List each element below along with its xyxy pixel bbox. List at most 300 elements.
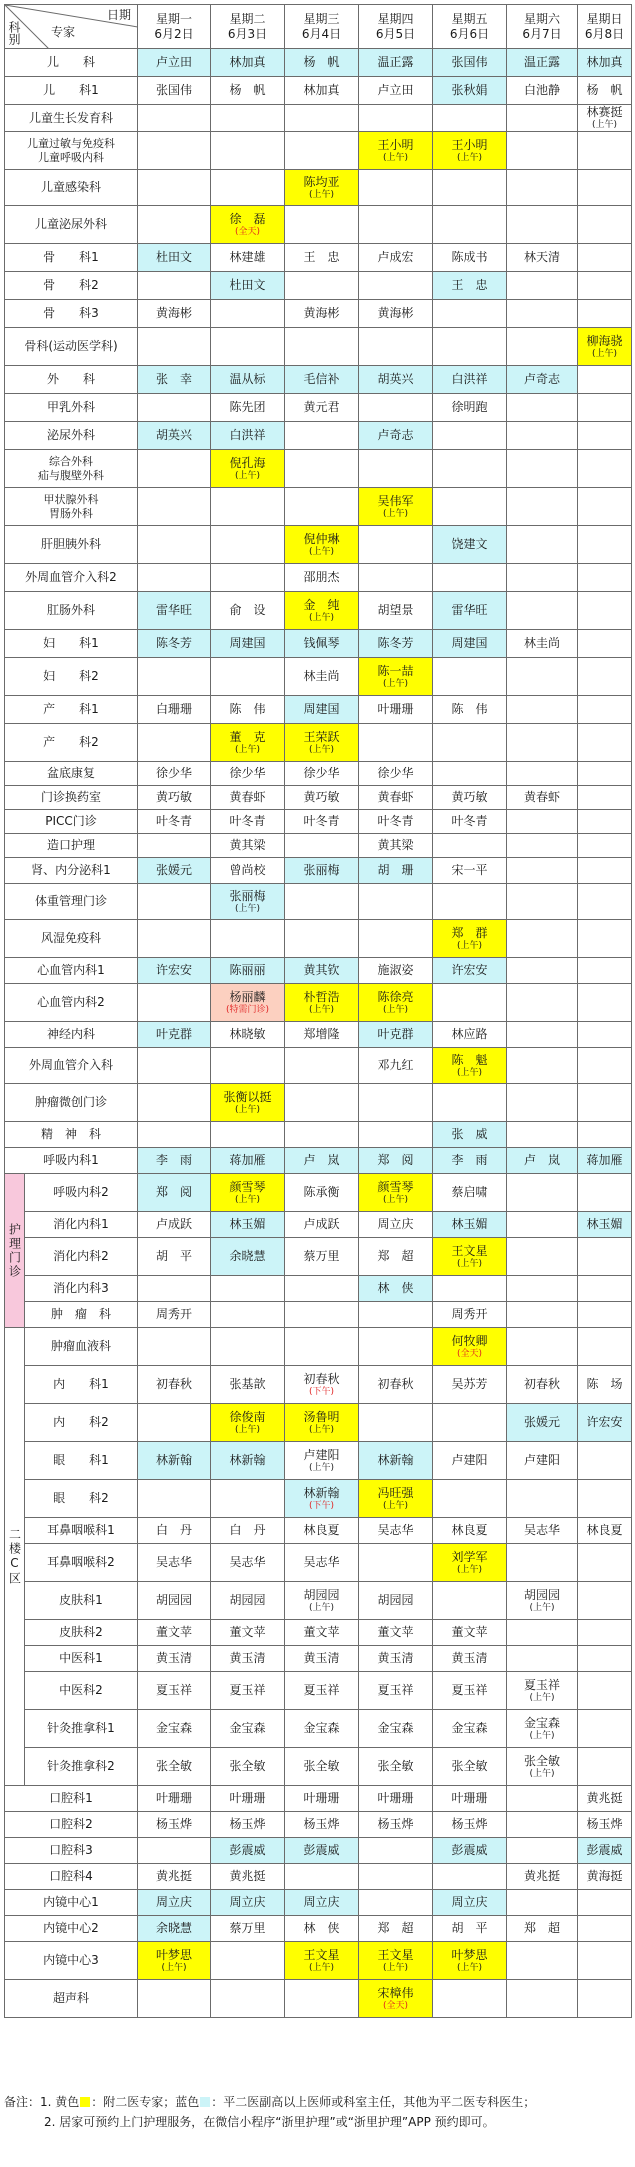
dept-name-line: 外 科 — [46, 372, 95, 386]
schedule-cell — [433, 858, 507, 884]
dept-row — [5, 564, 632, 592]
doctor-name: 卢奇志 — [523, 372, 560, 386]
schedule-cell — [359, 49, 433, 77]
dept-row — [5, 810, 632, 834]
schedule-cell — [285, 786, 359, 810]
dept-row — [5, 762, 632, 786]
schedule-cell — [359, 1442, 433, 1480]
doctor-name: 叶冬青 — [377, 814, 414, 828]
schedule-cell — [578, 1710, 632, 1748]
session-note: (上午) — [234, 1104, 261, 1115]
group-label: 护理门诊 — [5, 1174, 25, 1328]
doctor-name: 王小明 — [377, 137, 414, 152]
schedule-cell — [138, 132, 211, 170]
schedule-cell — [359, 206, 433, 244]
schedule-cell — [211, 1122, 285, 1148]
schedule-cell — [359, 394, 433, 422]
blue-swatch — [200, 2097, 210, 2107]
doctor-name: 夏玉祥 — [303, 1683, 340, 1697]
doctor-name: 白 丹 — [155, 1523, 192, 1537]
day-week-label: 星期五 — [451, 11, 488, 26]
schedule-cell — [433, 49, 507, 77]
dept-row — [5, 724, 632, 762]
schedule-cell — [285, 300, 359, 328]
schedule-cell — [138, 1212, 211, 1238]
dept-name — [25, 1672, 138, 1710]
doctor-name: 陈冬芳 — [377, 636, 414, 650]
doctor-name: 杨玉烨 — [155, 1817, 192, 1831]
session-note: (上午) — [456, 152, 483, 163]
doctor-name: 陈均亚 — [303, 174, 340, 189]
doctor-name: 颜雪琴 — [229, 1179, 266, 1194]
schedule-cell — [138, 170, 211, 206]
doctor-name: 王小明 — [451, 137, 488, 152]
schedule-cell — [285, 394, 359, 422]
dept-name-line: 儿童呼吸内科 — [38, 150, 104, 164]
doctor-name: 冯旺强 — [377, 1485, 414, 1500]
schedule-cell — [578, 786, 632, 810]
schedule-cell — [211, 422, 285, 450]
schedule-cell — [138, 810, 211, 834]
schedule-cell — [285, 244, 359, 272]
dept-name — [5, 526, 138, 564]
schedule-cell — [138, 394, 211, 422]
schedule-cell — [138, 1238, 211, 1276]
session-note: (上午) — [308, 546, 335, 557]
dept-name — [5, 1786, 138, 1812]
schedule-cell — [211, 1238, 285, 1276]
schedule-cell — [138, 1838, 211, 1864]
schedule-cell — [138, 300, 211, 328]
doctor-name: 黄其梁 — [229, 838, 266, 852]
doctor-name: 黄兆挺 — [586, 1791, 623, 1805]
schedule-cell — [359, 1302, 433, 1328]
schedule-cell — [507, 1812, 578, 1838]
schedule-cell — [285, 1442, 359, 1480]
day-header-6 — [507, 5, 578, 49]
dept-name-line: 中医科1 — [59, 1651, 103, 1665]
doctor-name: 温正露 — [377, 55, 414, 69]
schedule-cell — [211, 1646, 285, 1672]
dept-name-line: 盆底康复 — [46, 766, 95, 780]
dept-name — [25, 1328, 138, 1366]
schedule-cell — [507, 1748, 578, 1786]
day-header-7 — [578, 5, 632, 49]
doctor-name: 黄玉清 — [155, 1651, 192, 1665]
doctor-name: 徐少华 — [303, 766, 340, 780]
doctor-name: 叶克群 — [155, 1027, 192, 1041]
doctor-name: 董文苹 — [377, 1625, 414, 1639]
schedule-cell — [578, 1646, 632, 1672]
schedule-cell — [138, 1302, 211, 1328]
dept-name-line: 风湿免疫科 — [40, 931, 101, 945]
schedule-cell — [138, 1710, 211, 1748]
schedule-cell — [507, 1212, 578, 1238]
doctor-name: 徐明跑 — [451, 400, 488, 414]
schedule-cell — [211, 488, 285, 526]
dept-name-line: 针灸推拿科2 — [47, 1759, 115, 1773]
schedule-cell — [578, 1022, 632, 1048]
dept-name — [5, 1148, 138, 1174]
dept-row — [5, 1122, 632, 1148]
dept-name — [25, 1212, 138, 1238]
corner-expert-label: 专家 — [51, 25, 76, 39]
schedule-cell — [578, 1544, 632, 1582]
dept-name — [5, 564, 138, 592]
schedule-cell — [359, 1276, 433, 1302]
doctor-name: 金宝森 — [155, 1721, 192, 1735]
schedule-cell — [285, 1942, 359, 1980]
doctor-schedule-table — [4, 4, 632, 2018]
schedule-cell — [211, 1544, 285, 1582]
doctor-name: 卢建阳 — [451, 1453, 488, 1467]
schedule-cell — [507, 1148, 578, 1174]
schedule-cell — [433, 920, 507, 958]
dept-name — [25, 1366, 138, 1404]
schedule-cell — [578, 1748, 632, 1786]
doctor-name: 黄巧敏 — [303, 790, 340, 804]
schedule-cell — [359, 1404, 433, 1442]
schedule-cell — [138, 1328, 211, 1366]
doctor-name: 林 侠 — [303, 1921, 340, 1935]
dept-row — [5, 592, 632, 630]
schedule-cell — [433, 630, 507, 658]
doctor-name: 徐俊南 — [229, 1409, 266, 1424]
schedule-cell — [507, 170, 578, 206]
schedule-cell — [285, 272, 359, 300]
doctor-name: 卢立田 — [377, 83, 414, 97]
doctor-name: 朴哲浩 — [303, 989, 340, 1004]
schedule-cell — [433, 1122, 507, 1148]
schedule-cell — [285, 810, 359, 834]
dept-name-line: 肛肠外科 — [46, 603, 95, 617]
doctor-name: 夏玉祥 — [155, 1683, 192, 1697]
dept-name — [25, 1748, 138, 1786]
schedule-cell — [507, 1890, 578, 1916]
schedule-cell — [507, 394, 578, 422]
day-header-4 — [359, 5, 433, 49]
schedule-cell — [507, 1084, 578, 1122]
doctor-name: 倪孔海 — [229, 455, 266, 470]
dept-row — [5, 1518, 632, 1544]
schedule-cell — [578, 1122, 632, 1148]
schedule-cell — [211, 366, 285, 394]
schedule-cell — [285, 1582, 359, 1620]
schedule-cell — [211, 450, 285, 488]
schedule-cell — [433, 1544, 507, 1582]
doctor-name: 董文苹 — [155, 1625, 192, 1639]
schedule-cell — [433, 1480, 507, 1518]
doctor-name: 黄春虾 — [377, 790, 414, 804]
dept-row — [5, 1544, 632, 1582]
session-note: (全天) — [456, 1348, 483, 1359]
schedule-cell — [359, 244, 433, 272]
dept-name-line: 儿童生长发育科 — [28, 110, 113, 125]
schedule-cell — [285, 1838, 359, 1864]
schedule-cell — [507, 786, 578, 810]
doctor-name: 黄兆挺 — [523, 1869, 560, 1883]
dept-name — [5, 170, 138, 206]
schedule-cell — [285, 206, 359, 244]
doctor-name: 许宏安 — [155, 963, 192, 977]
schedule-cell — [359, 1864, 433, 1890]
schedule-cell — [138, 366, 211, 394]
doctor-name: 吴志华 — [523, 1523, 560, 1537]
doctor-name: 陈成书 — [451, 250, 488, 264]
day-week-label: 星期四 — [377, 11, 414, 26]
schedule-cell — [211, 1786, 285, 1812]
dept-name — [5, 1048, 138, 1084]
schedule-cell — [433, 564, 507, 592]
schedule-cell — [507, 244, 578, 272]
schedule-cell — [359, 762, 433, 786]
schedule-cell — [433, 958, 507, 984]
schedule-cell — [138, 488, 211, 526]
doctor-name: 陈 伟 — [229, 702, 266, 716]
dept-name-line: 口腔科3 — [49, 1843, 93, 1857]
footer-line-1 — [4, 2092, 624, 2112]
schedule-cell — [359, 1048, 433, 1084]
doctor-name: 周立庆 — [155, 1895, 192, 1909]
doctor-name: 张国伟 — [155, 83, 192, 97]
schedule-cell — [138, 1442, 211, 1480]
doctor-name: 林良夏 — [586, 1523, 623, 1537]
doctor-name: 初春秋 — [303, 1371, 340, 1386]
session-note: (下午) — [308, 1500, 335, 1511]
schedule-cell — [138, 206, 211, 244]
doctor-name: 蔡启啸 — [451, 1185, 488, 1199]
schedule-cell — [578, 834, 632, 858]
schedule-wrapper — [4, 4, 631, 2163]
dept-name — [25, 1518, 138, 1544]
dept-name-line: 内镜中心2 — [43, 1921, 99, 1935]
doctor-name: 胡园园 — [229, 1593, 266, 1607]
dept-name — [5, 884, 138, 920]
dept-row — [5, 1480, 632, 1518]
doctor-name: 郑 超 — [377, 1921, 414, 1935]
schedule-cell — [138, 1646, 211, 1672]
dept-name — [5, 1864, 138, 1890]
schedule-cell — [507, 1646, 578, 1672]
schedule-cell — [507, 1582, 578, 1620]
doctor-name: 温从标 — [229, 372, 266, 386]
schedule-cell — [359, 1518, 433, 1544]
doctor-name: 初春秋 — [377, 1377, 414, 1391]
schedule-cell — [359, 1812, 433, 1838]
schedule-cell — [138, 858, 211, 884]
dept-row — [5, 170, 632, 206]
schedule-cell — [578, 77, 632, 105]
schedule-cell — [359, 170, 433, 206]
schedule-cell — [433, 1366, 507, 1404]
dept-name-line: 心血管内科1 — [37, 963, 105, 977]
schedule-cell — [507, 1048, 578, 1084]
schedule-cell — [359, 105, 433, 132]
schedule-cell — [507, 526, 578, 564]
schedule-cell — [285, 49, 359, 77]
schedule-cell — [285, 1916, 359, 1942]
dept-name — [5, 394, 138, 422]
doctor-name: 张全敏 — [155, 1759, 192, 1773]
schedule-cell — [285, 1812, 359, 1838]
dept-name-line: 精 神 科 — [40, 1127, 101, 1141]
day-date-label: 6月3日 — [227, 26, 268, 41]
schedule-cell — [433, 1710, 507, 1748]
schedule-cell — [359, 1212, 433, 1238]
schedule-cell — [507, 958, 578, 984]
doctor-name: 叶珊珊 — [451, 1791, 488, 1805]
schedule-cell — [578, 1864, 632, 1890]
dept-name — [25, 1276, 138, 1302]
dept-row — [5, 132, 632, 170]
schedule-cell — [578, 206, 632, 244]
dept-name — [5, 1980, 138, 2018]
dept-row — [5, 49, 632, 77]
doctor-name: 卢成跃 — [155, 1217, 192, 1231]
doctor-name: 徐 磊 — [229, 211, 266, 226]
schedule-cell — [359, 422, 433, 450]
schedule-cell — [507, 1366, 578, 1404]
doctor-name: 金宝森 — [229, 1721, 266, 1735]
schedule-cell — [211, 1890, 285, 1916]
schedule-cell — [211, 170, 285, 206]
schedule-cell — [285, 1672, 359, 1710]
schedule-cell — [285, 77, 359, 105]
schedule-cell — [578, 1404, 632, 1442]
dept-row — [5, 1890, 632, 1916]
footer-note-rest: ：平二医副高以上医师或科室主任，其他为平二医专科医生； — [211, 2095, 536, 2109]
doctor-name: 白珊珊 — [155, 702, 192, 716]
dept-name-line: 口腔科4 — [49, 1869, 93, 1883]
doctor-name: 徐少华 — [229, 766, 266, 780]
header-row — [5, 5, 632, 49]
schedule-cell — [359, 1786, 433, 1812]
schedule-cell — [138, 1404, 211, 1442]
doctor-name: 胡望景 — [377, 603, 414, 617]
doctor-name: 林应路 — [451, 1027, 488, 1041]
session-note: (上午) — [234, 903, 261, 914]
dept-row — [5, 1084, 632, 1122]
doctor-name: 郑 超 — [523, 1921, 560, 1935]
schedule-cell — [578, 244, 632, 272]
session-note: (上午) — [308, 1962, 335, 1973]
schedule-cell — [359, 77, 433, 105]
doctor-name: 黄海彬 — [377, 306, 414, 320]
doctor-name: 黄巧敏 — [451, 790, 488, 804]
schedule-cell — [578, 1238, 632, 1276]
dept-name — [5, 658, 138, 696]
schedule-cell — [578, 564, 632, 592]
schedule-cell — [507, 810, 578, 834]
schedule-cell — [433, 450, 507, 488]
dept-name-line: 骨 科1 — [43, 250, 99, 264]
schedule-cell — [211, 920, 285, 958]
doctor-name: 卢奇志 — [377, 428, 414, 442]
dept-name-line: 胃肠外科 — [49, 506, 93, 520]
doctor-name: 陈冬芳 — [155, 636, 192, 650]
schedule-cell — [578, 920, 632, 958]
schedule-cell — [507, 1022, 578, 1048]
dept-row — [5, 1404, 632, 1442]
schedule-cell — [507, 984, 578, 1022]
schedule-cell — [211, 1710, 285, 1748]
schedule-cell — [359, 366, 433, 394]
schedule-cell — [433, 1646, 507, 1672]
doctor-name: 黄其钦 — [303, 963, 340, 977]
doctor-name: 许宏安 — [451, 963, 488, 977]
schedule-cell — [359, 1174, 433, 1212]
doctor-name: 夏玉祥 — [451, 1683, 488, 1697]
dept-name — [5, 1890, 138, 1916]
doctor-name: 曾尚校 — [229, 863, 266, 877]
schedule-cell — [211, 1582, 285, 1620]
schedule-cell — [433, 77, 507, 105]
session-note: (上午) — [308, 1462, 335, 1473]
schedule-cell — [359, 1672, 433, 1710]
dept-name-line: 肿瘤血液科 — [50, 1339, 111, 1353]
schedule-cell — [578, 696, 632, 724]
schedule-cell — [578, 1442, 632, 1480]
doctor-name: 杜田文 — [155, 250, 192, 264]
schedule-cell — [578, 724, 632, 762]
dept-name-line: 儿童泌尿外科 — [34, 217, 107, 231]
schedule-cell — [211, 810, 285, 834]
doctor-name: 张全敏 — [377, 1759, 414, 1773]
schedule-cell — [138, 49, 211, 77]
doctor-name: 林加真 — [229, 55, 266, 69]
schedule-cell — [433, 272, 507, 300]
schedule-cell — [285, 422, 359, 450]
session-note: (上午) — [529, 1730, 555, 1741]
schedule-cell — [578, 1582, 632, 1620]
schedule-cell — [433, 1812, 507, 1838]
dept-name-line: 骨 科3 — [43, 306, 99, 320]
schedule-cell — [507, 450, 578, 488]
schedule-cell — [138, 328, 211, 366]
day-date-label: 6月5日 — [375, 26, 416, 41]
doctor-name: 夏玉祥 — [377, 1683, 414, 1697]
dept-row — [5, 858, 632, 884]
doctor-name: 周立庆 — [377, 1217, 414, 1231]
schedule-cell — [138, 786, 211, 810]
schedule-cell — [138, 1672, 211, 1710]
schedule-cell — [507, 1276, 578, 1302]
schedule-cell — [433, 1980, 507, 2018]
schedule-cell — [507, 49, 578, 77]
schedule-cell — [211, 1672, 285, 1710]
dept-row — [5, 834, 632, 858]
doctor-name: 林圭尚 — [303, 669, 340, 683]
doctor-name: 黄玉清 — [377, 1651, 414, 1665]
schedule-cell — [433, 132, 507, 170]
doctor-name: 白池静 — [523, 83, 560, 97]
day-week-label: 星期一 — [155, 11, 192, 26]
schedule-cell — [211, 49, 285, 77]
schedule-cell — [285, 366, 359, 394]
schedule-cell — [211, 105, 285, 132]
doctor-name: 彭震威 — [229, 1843, 266, 1857]
schedule-cell — [138, 450, 211, 488]
doctor-name: 王 忠 — [303, 250, 340, 264]
schedule-cell — [285, 592, 359, 630]
schedule-cell — [507, 1838, 578, 1864]
doctor-name: 徐少华 — [377, 766, 414, 780]
schedule-cell — [138, 1786, 211, 1812]
session-note: (上午) — [308, 744, 335, 755]
doctor-name: 周立庆 — [451, 1895, 488, 1909]
doctor-name: 卢成宏 — [377, 250, 414, 264]
schedule-cell — [285, 1620, 359, 1646]
